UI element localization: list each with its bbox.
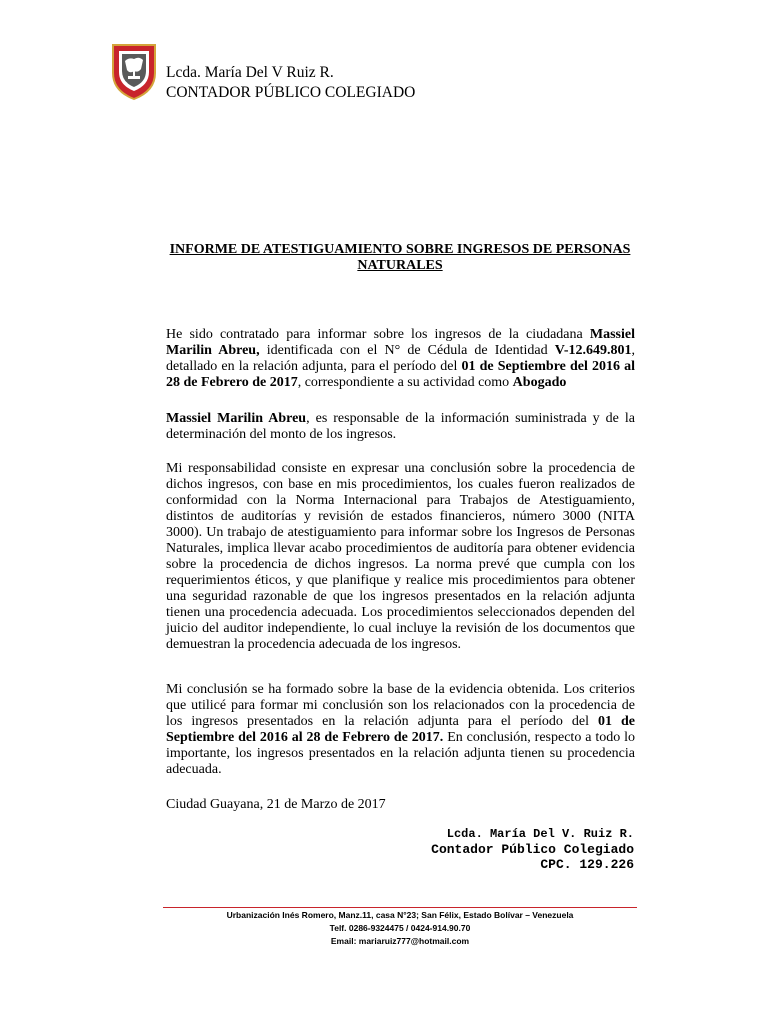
signature-name: Lcda. María Del V. Ruiz R. [446, 827, 634, 841]
client-activity: Abogado [512, 375, 567, 390]
footer-email: Email: mariaruiz777@hotmail.com [330, 936, 470, 946]
author-profession: CONTADOR PÚBLICO COLEGIADO [166, 84, 416, 101]
paragraph-responsibility-client [166, 411, 635, 443]
title-line-2: NATURALES [357, 258, 443, 273]
document-title [160, 242, 640, 274]
client-id-number: V-12.649.801 [554, 343, 632, 358]
p4-text-2: En conclusión, respecto a todo lo importante, los ingresos presentados en la relación adjunta tienen su procedencia adecuada. [166, 730, 635, 777]
engagement-period: 01 de Septiembre del 2016 al 28 de Febrero de 2017 [166, 359, 635, 390]
footer-divider [163, 907, 637, 908]
p2-text: , es responsable de la información suministrada y de la determinación del monto de los ingresos. [166, 411, 635, 442]
letterhead [166, 63, 415, 103]
p1-text-4: , correspondiente a su actividad como [297, 375, 513, 390]
signature-title: Contador Público Colegiado [431, 842, 634, 857]
shield-emblem-icon [111, 43, 157, 101]
signature-cpc: CPC. 129.226 [540, 857, 634, 872]
footer-address: Urbanización Inés Romero, Manz.11, casa N°23; San Félix, Estado Bolívar – Venezuela [226, 910, 574, 920]
place-and-date: Ciudad Guayana, 21 de Marzo de 2017 [166, 797, 386, 812]
paragraph-conclusion [166, 682, 635, 778]
author-name: Lcda. María Del V Ruiz R. [166, 64, 334, 81]
client-name: Massiel Marilin Abreu, [166, 327, 635, 358]
conclusion-period: 01 de Septiembre del 2016 al 28 de Febrero de 2017. [166, 714, 636, 745]
p1-text-1: He sido contratado para informar sobre los ingresos de la ciudadana [166, 327, 590, 342]
title-line-1: INFORME DE ATESTIGUAMIENTO SOBRE INGRESOS DE PERSONAS [169, 242, 631, 257]
paragraph-engagement [166, 327, 635, 391]
p1-text-3: , detallado en la relación adjunta, para el período del [166, 343, 635, 374]
footer-phone: Telf. 0286-9324475 / 0424-914.90.70 [329, 923, 471, 933]
p3-text: Mi responsabilidad consiste en expresar una conclusión sobre la procedencia de dichos ingresos, con base en mis procedimientos, los cuales fueron realizados de conformidad con la Norma Internacional para Trabajos de Atestiguamiento, distintos de auditorías y revisión de estados financieros, número 3000 (NITA 3000). Un trabajo de atestiguamiento para informar sobre los Ingresos de Personas Naturales, implica llevar acabo procedimientos de auditoría para obtener evidencia sobre la procedencia de dichos ingresos. La norma prevé que cumpla con los requerimientos éticos, y que planifique y realice mis procedimientos para obtener una seguridad razonable de que los ingresos presentados en la relación adjunta tienen una procedencia adecuada. Los procedimientos seleccionados dependen del juicio del auditor independiente, lo cual incluye la revisión de los documentos que demuestran la procedencia adecuada de los ingresos. [166, 461, 635, 652]
paragraph-responsibility-auditor [166, 461, 635, 653]
signature-block [431, 827, 634, 872]
footer [140, 909, 660, 948]
p4-text-1: Mi conclusión se ha formado sobre la base de la evidencia obtenida. Los criterios que utilicé para formar mi conclusión son los relacionados con la procedencia de los ingresos presentados en la relación adjunta para el período del [166, 682, 635, 729]
p1-text-2: identificada con el N° de Cédula de Identidad [259, 343, 555, 358]
client-name: Massiel Marilin Abreu [166, 411, 307, 426]
